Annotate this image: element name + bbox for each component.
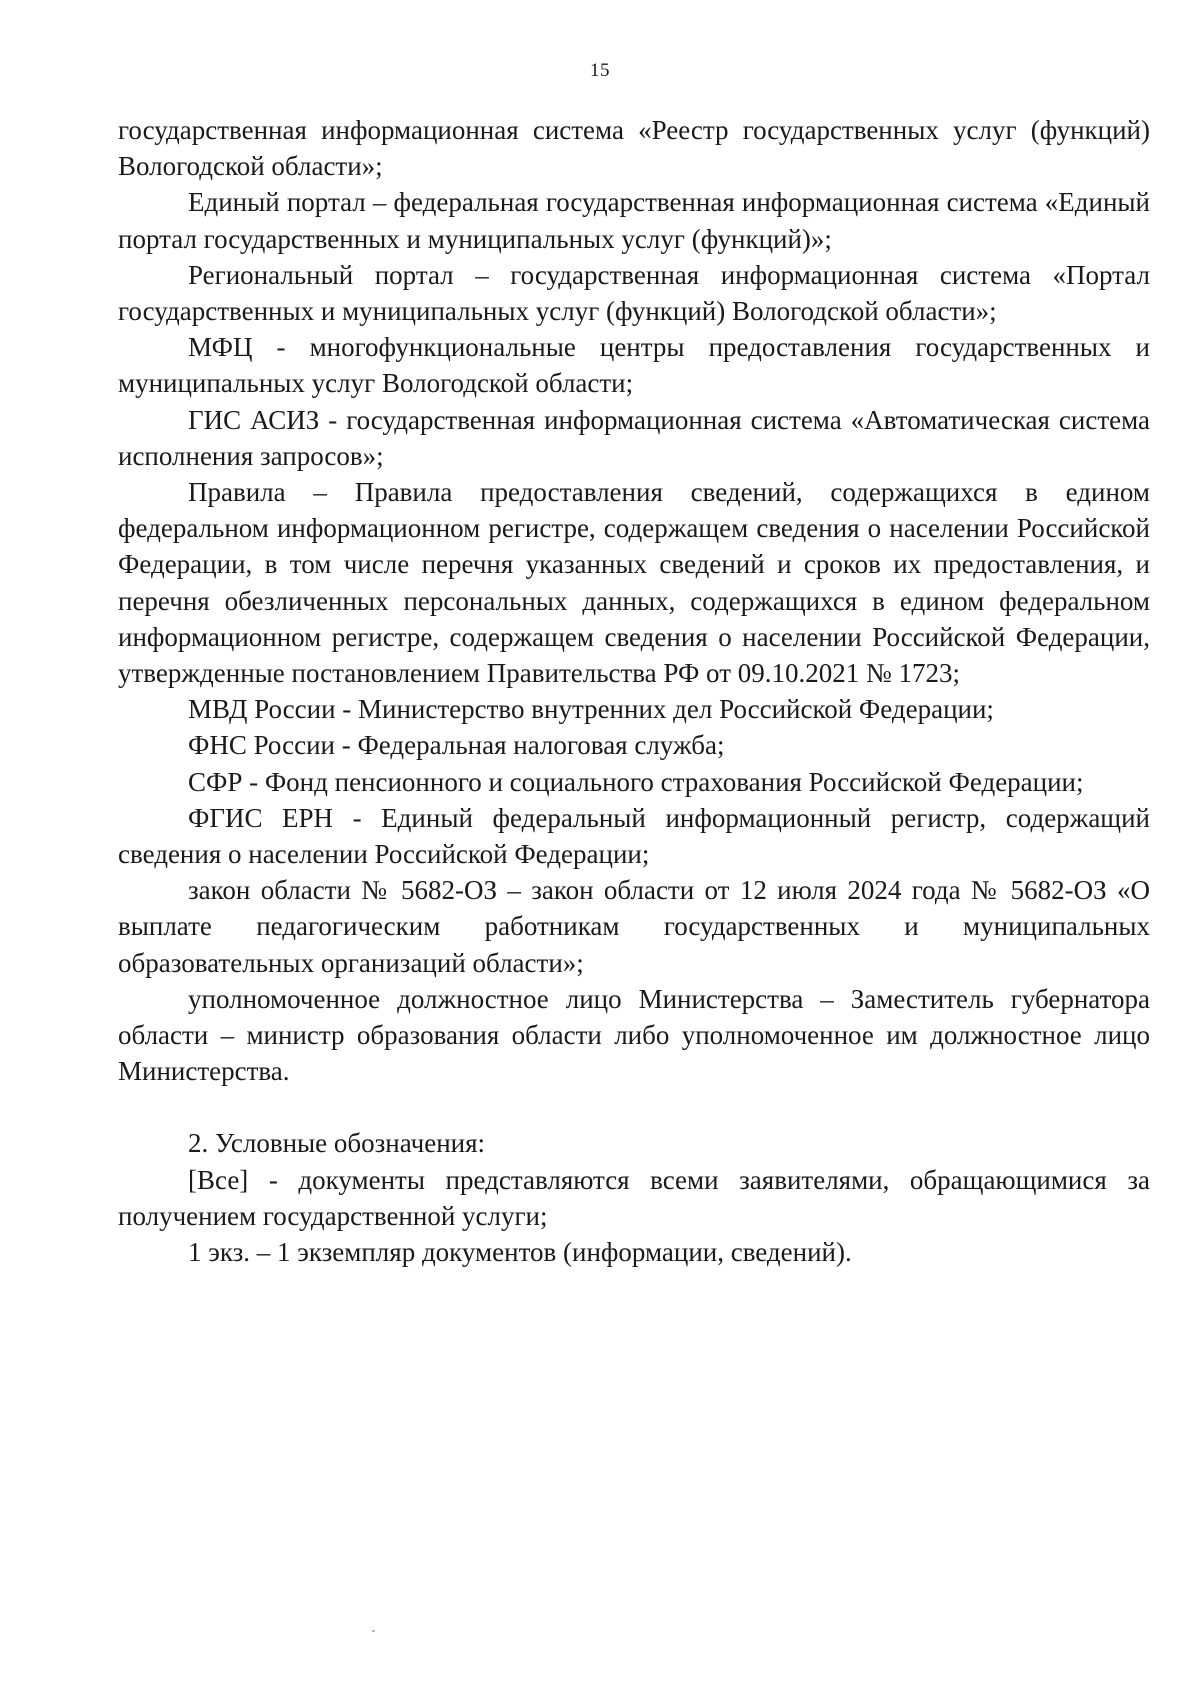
definition-paragraph-edinyi-portal: Единый портал – федеральная государственная информационная система «Единый портал государственных и муниципальных услуг (функций)»; — [118, 187, 1150, 254]
definition-paragraph-regionalnyi-portal: Региональный портал – государственная информационная система «Портал государственных и муниципальных услуг (функций) Вологодской области»; — [118, 259, 1150, 327]
definition-paragraph-reestr: государственная информационная система «Реестр государственных услуг (функций) Вологодской области»; — [118, 115, 1150, 182]
definition-paragraph-mfc: МФЦ - многофункциональные центры предоставления государственных и муниципальных услуг Вологодской области; — [118, 332, 1150, 399]
definition-paragraph-pravila: Правила – Правила предоставления сведений, содержащихся в едином федеральном информационном регистре, содержащем сведения о населении Российской Федерации, в том числе перечня указанных сведений и сроков их предоставления, и перечня обезличенных персональных данных, содержащихся в едином федеральном информационном регистре, содержащем сведения о населении Российской Федерации, утвержденные постановлением Правительства РФ от 09.10.2021 № 1723; — [118, 477, 1150, 689]
definition-paragraph-fgis-ern: ФГИС ЕРН - Единый федеральный информационный регистр, содержащий сведения о населении Российской Федерации; — [118, 802, 1150, 870]
legend-item-ekz: 1 экз. – 1 экземпляр документов (информации, сведений). — [188, 1237, 852, 1268]
definition-paragraph-gis-asiz: ГИС АСИЗ - государственная информационная система «Автоматическая система исполнения запросов»; — [118, 404, 1150, 471]
definition-paragraph-sfr: СФР - Фонд пенсионного и социального страхования Российской Федерации; — [188, 766, 1084, 797]
page-number: 15 — [590, 60, 610, 81]
legend-item-vse: [Все] - документы представляются всеми заявителями, обращающимися за получением государственной услуги; — [118, 1164, 1150, 1231]
definition-paragraph-upolnomochennoe-lico: уполномоченное должностное лицо Министерства – Заместитель губернатора области – министр образования области либо уполномоченное им должностное лицо Министерства. — [118, 983, 1150, 1087]
definition-paragraph-mvd: МВД России - Министерство внутренних дел Российской Федерации; — [188, 694, 994, 725]
definition-paragraph-zakon-5682: закон области № 5682-ОЗ – закон области от 12 июля 2024 года № 5682-ОЗ «О выплате педагогическим работникам государственных и муниципальных образовательных организаций области»; — [118, 875, 1150, 978]
section-gap — [118, 1089, 1150, 1125]
document-body — [118, 112, 1150, 1270]
section-heading: 2. Условные обозначения: — [188, 1128, 486, 1159]
definition-paragraph-fns: ФНС России - Федеральная налоговая служба; — [188, 730, 725, 761]
scan-speck — [372, 1630, 375, 1632]
